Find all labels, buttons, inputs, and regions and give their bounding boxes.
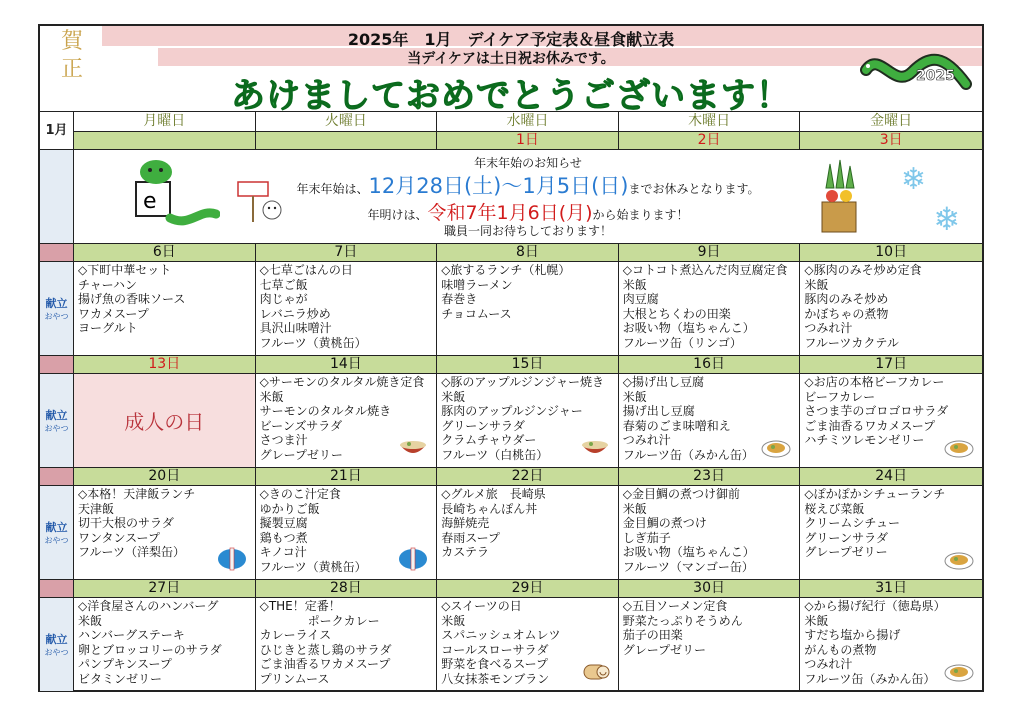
menu-item: 肉じゃが — [259, 292, 308, 307]
menu-item: ワンタンスープ — [78, 530, 160, 545]
menu-row-label — [40, 598, 74, 691]
menu-item: フルーツ（黄桃缶） — [259, 335, 367, 350]
menu-item: グレープゼリー — [622, 642, 707, 657]
menu-item: チョコムース — [441, 306, 512, 321]
week-menu-row — [40, 486, 982, 580]
menu-item: 野菜を食べるスープ — [441, 657, 548, 672]
menu-item: つみれ汁 — [622, 433, 671, 448]
menu-item: 揚げ出し豆腐 — [622, 404, 695, 419]
menu-cell — [74, 486, 256, 579]
menu-item: 切干大根のサラダ — [78, 516, 174, 531]
menu-row-label — [40, 374, 74, 467]
menu-item: 米飯 — [622, 389, 647, 404]
menu-item: カレーライス — [259, 628, 332, 643]
menu-cell — [619, 374, 801, 467]
menu-item: 米飯 — [78, 613, 103, 628]
menu-item: カステラ — [441, 545, 489, 560]
menu-item: ◇下町中華セット — [78, 263, 172, 277]
closure-period: 12月28日(土)～1月5日(日) — [368, 174, 629, 198]
date-cell: 7日 — [256, 244, 438, 261]
menu-item: さつま汁 — [259, 433, 308, 448]
menu-item: フルーツ缶（リンゴ） — [622, 335, 742, 350]
date-cell: 24日 — [800, 468, 982, 485]
page-title: 2025年 1月 デイケア予定表＆昼食献立表 — [347, 30, 675, 49]
menu-item: ◇から揚げ紀行（徳島県） — [804, 599, 946, 613]
roll-food-icon — [580, 659, 610, 683]
menu-item: 具沢山味噌汁 — [259, 321, 332, 336]
bowl-food-icon — [398, 435, 428, 459]
menu-cell — [800, 486, 982, 579]
week-date-row — [40, 244, 982, 262]
week-date-row — [40, 468, 982, 486]
date-row-label — [40, 580, 74, 597]
date-cell: 2日 — [619, 132, 801, 149]
date-cell: 8日 — [437, 244, 619, 261]
staff-message: 職員一同お待ちしております！ — [443, 224, 612, 238]
menu-item: ◇THE！定番！ — [259, 599, 341, 613]
menu-row-label — [40, 486, 74, 579]
date-cell: 20日 — [74, 468, 256, 485]
snowflake-icon: ❄ — [900, 162, 926, 197]
menu-cell — [256, 374, 438, 467]
menu-item: フルーツ（白桃缶） — [441, 447, 549, 462]
menu-item: 揚げ魚の香味ソース — [78, 292, 186, 307]
date-cell: 30日 — [619, 580, 801, 597]
menu-item: ひじきと蒸し鶏のサラダ — [259, 642, 392, 657]
date-cell: 16日 — [619, 356, 801, 373]
date-row-label — [40, 244, 74, 261]
bowl-food-icon — [580, 435, 610, 459]
menu-cell — [74, 598, 256, 691]
menu-item: ◇豚肉のみそ炒め定食 — [804, 263, 922, 277]
new-year-greeting: あけましておめでとうございます！ — [231, 76, 791, 112]
menu-item: ◇お店の本格ビーフカレー — [804, 375, 945, 389]
menu-item: ◇ぽかぽかシチューランチ — [804, 487, 946, 501]
menu-item: ポークカレー — [259, 613, 380, 628]
menu-item: お吸い物（塩ちゃんこ） — [622, 545, 755, 560]
snack-label: おやつ — [44, 312, 69, 321]
menu-item: チャーハン — [78, 277, 138, 292]
page-header — [40, 26, 982, 112]
menu-item: ワカメスープ — [78, 306, 149, 321]
closed-days-note: 当デイケアは土日祝お休みです。 — [407, 51, 615, 67]
date-cell — [74, 132, 256, 149]
plate-food-icon — [944, 435, 974, 459]
menu-item: 米飯 — [259, 389, 284, 404]
gasho-kanji-art: 賀 正 — [60, 29, 83, 82]
menu-item: がんもの煮物 — [804, 642, 877, 657]
menu-cell — [619, 598, 801, 691]
week-date-row — [40, 580, 982, 598]
menu-item: コールスローサラダ — [441, 642, 549, 657]
snack-label: おやつ — [44, 648, 69, 657]
menu-item: 桜えび菜飯 — [804, 501, 865, 516]
menu-item: 卵とブロッコリーのサラダ — [78, 642, 222, 657]
menu-item: 肉豆腐 — [622, 292, 659, 307]
menu-item: 八女抹茶モンブラン — [441, 671, 550, 686]
menu-cell — [437, 486, 619, 579]
menu-cell — [437, 598, 619, 691]
menu-item: ハンバーグステーキ — [78, 628, 185, 643]
menu-item: フルーツ缶（みかん缶） — [622, 447, 754, 462]
menu-item: クラムチャウダー — [441, 433, 537, 448]
menu-item: ゆかりご飯 — [259, 501, 320, 516]
menu-item: ◇七草ごはんの日 — [259, 263, 353, 277]
plate-food-icon — [761, 435, 791, 459]
date-cell — [256, 132, 438, 149]
date-cell: 29日 — [437, 580, 619, 597]
menu-label: 献立 — [45, 521, 68, 534]
menu-cell — [800, 262, 982, 355]
menu-item: ビーフカレー — [804, 389, 876, 404]
reopen-suffix: から始まります！ — [592, 208, 689, 222]
menu-item: 大根とちくわの田楽 — [622, 306, 731, 321]
menu-item: ◇コトコト煮込んだ肉豆腐定食 — [622, 263, 788, 277]
menu-item: ごま油香るワカメスープ — [804, 418, 936, 433]
menu-item: ◇揚げ出し豆腐 — [622, 375, 705, 389]
menu-item: 春雨スープ — [441, 530, 500, 545]
month-label: 1月 — [40, 112, 74, 149]
menu-item: ごま油香るワカメスープ — [259, 657, 391, 672]
menu-item: ハチミツレモンゼリー — [804, 433, 925, 448]
date-cell: 22日 — [437, 468, 619, 485]
menu-cell — [437, 262, 619, 355]
date-cell: 13日 — [74, 356, 256, 373]
menu-item: フルーツ（洋梨缶） — [78, 545, 186, 560]
drink-food-icon — [217, 547, 247, 571]
date-cell: 28日 — [256, 580, 438, 597]
menu-item: 味噌ラーメン — [441, 277, 513, 292]
plate-food-icon — [944, 659, 974, 683]
date-cell: 6日 — [74, 244, 256, 261]
menu-item: ◇グルメ旅 長崎県 — [441, 487, 546, 501]
menu-item: 米飯 — [804, 277, 829, 292]
header-rows — [40, 112, 982, 150]
menu-item: 春菊のごま味噌和え — [622, 418, 731, 433]
menu-cell — [256, 598, 438, 691]
menu-item: フルーツ（黄桃缶） — [259, 559, 367, 574]
holiday-label: 成人の日 — [74, 374, 256, 467]
menu-cell — [619, 262, 801, 355]
menu-item: ◇洋食屋さんのハンバーグ — [78, 599, 219, 613]
snake-2025-icon — [860, 46, 972, 102]
weekday-tue: 火曜日 — [256, 112, 438, 131]
menu-item: グリーンサラダ — [441, 418, 525, 433]
snack-label: おやつ — [44, 424, 69, 433]
menu-item: 米飯 — [804, 613, 829, 628]
week-menu-row — [40, 598, 982, 692]
menu-item: ◇五目ソーメン定食 — [622, 599, 728, 613]
menu-item: レバニラ炒め — [259, 306, 331, 321]
menu-item: しぎ茄子 — [622, 530, 671, 545]
menu-item: ◇スイーツの日 — [441, 599, 522, 613]
reopen-prefix: 年明けは、 — [367, 208, 428, 222]
menu-cell — [74, 262, 256, 355]
menu-item: 米飯 — [441, 613, 466, 628]
date-row-label — [40, 468, 74, 485]
menu-item: 鶏もつ煮 — [259, 530, 308, 545]
menu-item: 長崎ちゃんぽん丼 — [441, 501, 538, 516]
menu-label: 献立 — [45, 297, 68, 310]
kadomatsu-icon — [816, 158, 862, 238]
date-cell: 23日 — [619, 468, 801, 485]
menu-item: スパニッシュオムレツ — [441, 628, 561, 643]
date-cell: 14日 — [256, 356, 438, 373]
closure-prefix: 年末年始は、 — [296, 182, 369, 196]
menu-item: 天津飯 — [78, 501, 115, 516]
menu-item: 米飯 — [622, 277, 647, 292]
plate-food-icon — [944, 547, 974, 571]
notice-heading: 年末年始のお知らせ — [474, 156, 582, 170]
weekday-mon: 月曜日 — [74, 112, 256, 131]
menu-row-label — [40, 262, 74, 355]
date-cell: 31日 — [800, 580, 982, 597]
date-cell: 15日 — [437, 356, 619, 373]
date-row-label — [40, 356, 74, 373]
menu-item: ビタミンゼリー — [78, 671, 163, 686]
menu-item: フルーツ缶（みかん缶） — [804, 671, 936, 686]
weekday-wed: 水曜日 — [437, 112, 619, 131]
week-date-row — [40, 356, 982, 374]
menu-item: 豚肉のアップルジンジャー — [441, 404, 583, 419]
snack-label: おやつ — [44, 536, 69, 545]
menu-item: ヨーグルト — [78, 321, 138, 336]
menu-item: ◇サーモンのタルタル焼き定食 — [259, 375, 425, 389]
menu-item: サーモンのタルタル焼き — [259, 404, 392, 419]
date-cell: 21日 — [256, 468, 438, 485]
menu-item: ◇金目鯛の煮つけ御前 — [622, 487, 741, 501]
menu-item: 海鮮焼売 — [441, 516, 490, 531]
date-cell: 17日 — [800, 356, 982, 373]
menu-item: ビーンズサラダ — [259, 418, 343, 433]
menu-item: かぼちゃの煮物 — [804, 306, 889, 321]
menu-item: 金目鯛の煮つけ — [622, 516, 707, 531]
date-cell: 9日 — [619, 244, 801, 261]
holiday-notice — [74, 150, 982, 243]
menu-item: プリンムース — [259, 671, 330, 686]
menu-cell — [256, 262, 438, 355]
menu-item: ◇本格！天津飯ランチ — [78, 487, 196, 501]
reopen-date: 令和7年1月6日(月) — [427, 202, 593, 224]
menu-item: すだち塩から揚げ — [804, 628, 901, 643]
notice-label-cell — [40, 150, 74, 243]
menu-item: さつま芋のゴロゴロサラダ — [804, 404, 949, 419]
menu-cell — [437, 374, 619, 467]
svg-text:e: e — [143, 189, 157, 214]
holiday-notice-row — [40, 150, 982, 244]
week-menu-row — [40, 262, 982, 356]
schedule-sheet — [38, 24, 984, 692]
menu-item: 野菜たっぷりそうめん — [622, 613, 743, 628]
menu-item: 七草ご飯 — [259, 277, 308, 292]
menu-item: 米飯 — [622, 501, 647, 516]
menu-item: グレープゼリー — [259, 447, 343, 462]
menu-item: キノコ汁 — [259, 545, 307, 560]
date-cell: 10日 — [800, 244, 982, 261]
menu-item: 擬製豆腐 — [259, 516, 308, 531]
menu-item: 豚肉のみそ炒め — [804, 292, 889, 307]
menu-item: 茄子の田楽 — [622, 628, 683, 643]
menu-item: パンプキンスープ — [78, 657, 172, 672]
menu-cell — [800, 374, 982, 467]
menu-item: フルーツ（マンゴー缶） — [622, 559, 754, 574]
menu-item: グレープゼリー — [804, 545, 888, 560]
menu-item: クリームシチュー — [804, 516, 901, 531]
menu-item: グリーンサラダ — [804, 530, 889, 545]
svg-text:2025: 2025 — [916, 68, 955, 84]
menu-item: ◇豚のアップルジンジャー焼き — [441, 375, 604, 389]
menu-item: つみれ汁 — [804, 657, 853, 672]
menu-cell — [256, 486, 438, 579]
menu-item: ◇きのこ汁定食 — [259, 487, 341, 501]
weekday-thu: 木曜日 — [619, 112, 801, 131]
menu-item: 米飯 — [441, 389, 466, 404]
date-cell: 1日 — [437, 132, 619, 149]
closure-suffix: までお休みとなります。 — [628, 182, 760, 196]
menu-cell — [619, 486, 801, 579]
weekday-fri: 金曜日 — [870, 113, 913, 129]
menu-item: ◇旅するランチ（札幌） — [441, 263, 571, 277]
snowflake-icon: ❄ — [933, 200, 960, 238]
drink-food-icon — [398, 547, 428, 571]
menu-item: お吸い物（塩ちゃんこ） — [622, 321, 755, 336]
menu-item: つみれ汁 — [804, 321, 853, 336]
date-cell: 27日 — [74, 580, 256, 597]
menu-cell — [800, 598, 982, 691]
week-menu-row — [40, 374, 982, 468]
menu-item: フルーツカクテル — [804, 335, 899, 350]
menu-item: 春巻き — [441, 292, 478, 307]
date-cell: 3日 — [800, 132, 982, 149]
menu-label: 献立 — [45, 409, 68, 422]
menu-label: 献立 — [45, 633, 68, 646]
